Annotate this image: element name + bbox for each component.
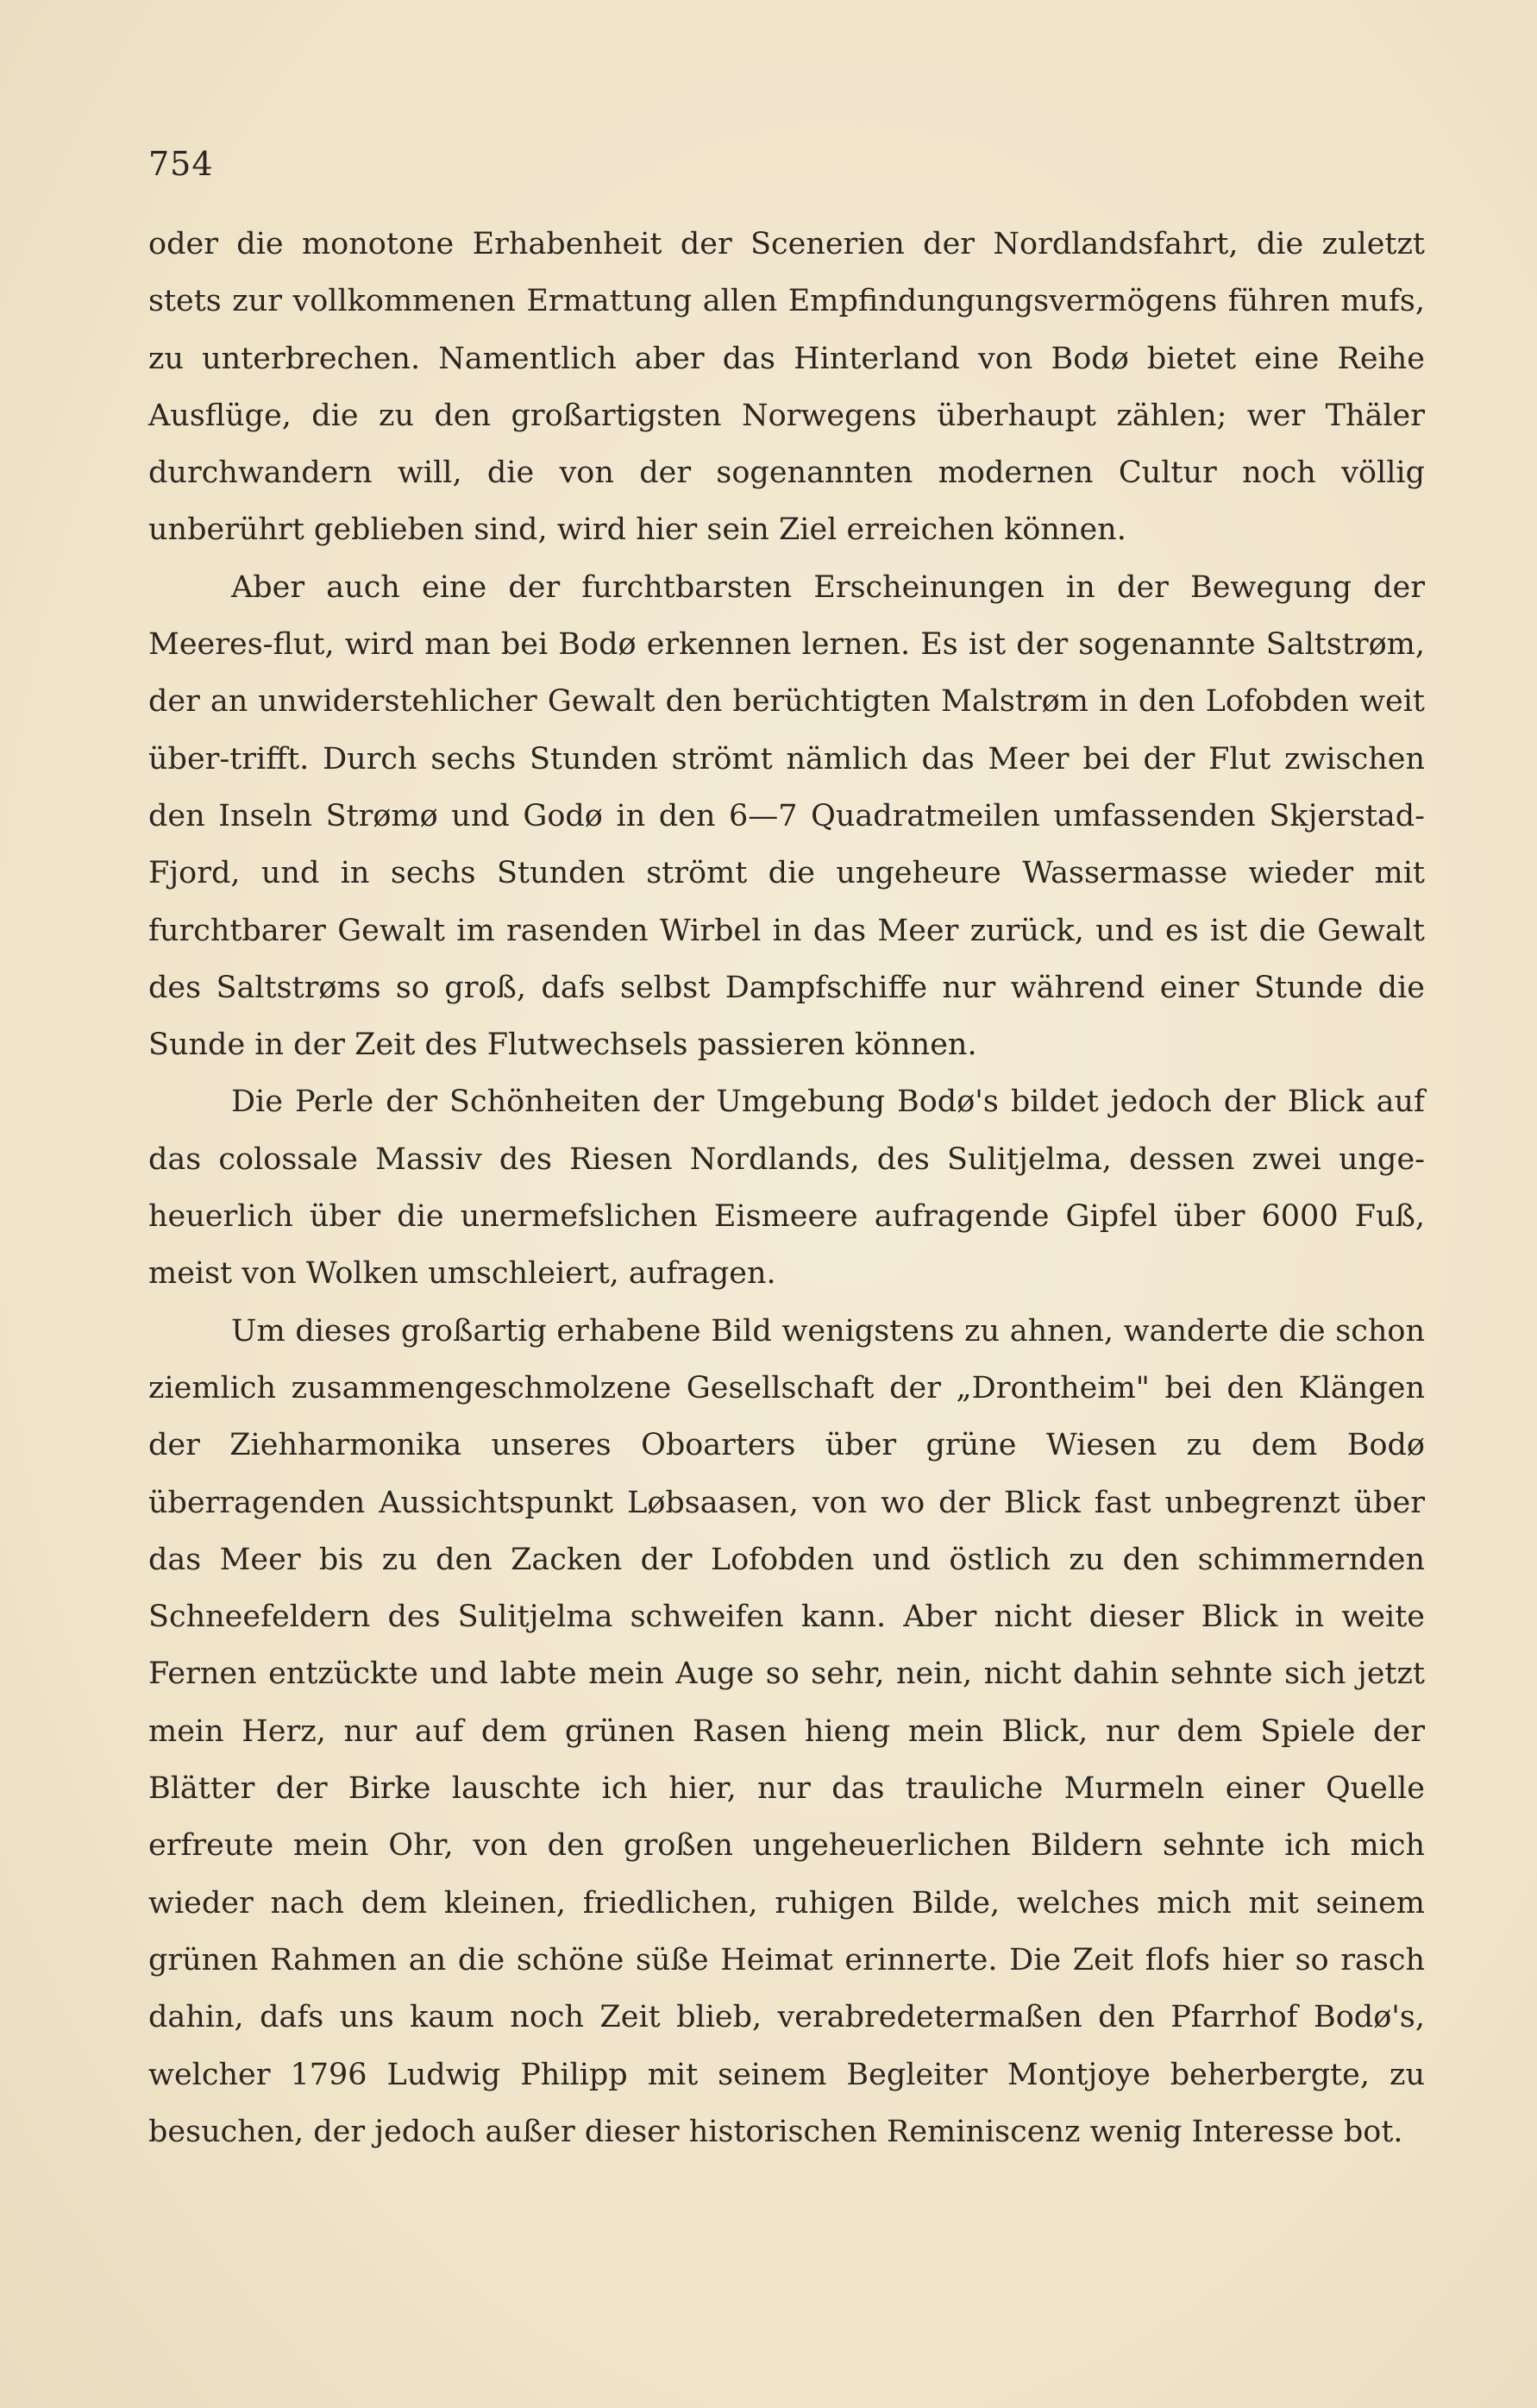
body-text <box>148 216 1425 2160</box>
paragraph-1: oder die monotone Erhabenheit der Scenerien der Nordlandsfahrt, die zuletzt stets zur vollkommenen Ermattung allen Empfindungungsvermögens führen mufs, zu unterbrechen. Namentlich aber das Hinterland von Bodø bietet eine Reihe Ausflüge, die zu den großartigsten Norwegens überhaupt zählen; wer Thäler durchwandern will, die von der sogenannten modernen Cultur noch völlig unberührt geblieben sind, wird hier sein Ziel erreichen können. <box>148 227 1425 548</box>
paragraph-4: Um dieses großartig erhabene Bild wenigstens zu ahnen, wanderte die schon ziemlich zusammengeschmolzene Gesellschaft der „Drontheim" bei den Klängen der Ziehharmonika unseres Oboarters über grüne Wiesen zu dem Bodø überragenden Aussichtspunkt Løbsaasen, von wo der Blick fast unbegrenzt über das Meer bis zu den Zacken der Lofobden und östlich zu den schimmernden Schneefeldern des Sulitjelma schweifen kann. Aber nicht dieser Blick in weite Fernen entzückte und labte mein Auge so sehr, nein, nicht dahin sehnte sich jetzt mein Herz, nur auf dem grünen Rasen hieng mein Blick, nur dem Spiele der Blätter der Birke lauschte ich hier, nur das trauliche Murmeln einer Quelle erfreute mein Ohr, von den großen ungeheuerlichen Bildern sehnte ich mich wieder nach dem kleinen, friedlichen, ruhigen Bilde, welches mich mit seinem grünen Rahmen an die schöne süße Heimat erinnerte. Die Zeit flofs hier so rasch dahin, dafs uns kaum noch Zeit blieb, verabredetermaßen den Pfarrhof Bodø's, welcher 1796 Ludwig Philipp mit seinem Begleiter Montjoye beherbergte, zu besuchen, der jedoch außer dieser historischen Reminiscenz wenig Interesse bot. <box>148 1313 1425 2149</box>
paragraph-2: Aber auch eine der furchtbarsten Erscheinungen in der Bewegung der Meeres-flut, wird man bei Bodø erkennen lernen. Es ist der sogenannte Saltstrøm, der an unwiderstehlicher Gewalt den berüchtigten Malstrøm in den Lofobden weit über-trifft. Durch sechs Stunden strömt nämlich das Meer bei der Flut zwischen den Inseln Strømø und Godø in den 6—7 Quadratmeilen umfassenden Skjerstad-Fjord, und in sechs Stunden strömt die ungeheure Wassermasse wieder mit furchtbarer Gewalt im rasenden Wirbel in das Meer zurück, und es ist die Gewalt des Saltstrøms so groß, dafs selbst Dampfschiffe nur während einer Stunde die Sunde in der Zeit des Flutwechsels passieren können. <box>148 569 1425 1063</box>
paragraph-3: Die Perle der Schönheiten der Umgebung Bodø's bildet jedoch der Blick auf das colossale Massiv des Riesen Nordlands, des Sulitjelma, dessen zwei unge-heuerlich über die unermefslichen Eismeere aufragende Gipfel über 6000 Fuß, meist von Wolken umschleiert, aufragen. <box>148 1085 1425 1292</box>
page-number: 754 <box>148 145 214 183</box>
